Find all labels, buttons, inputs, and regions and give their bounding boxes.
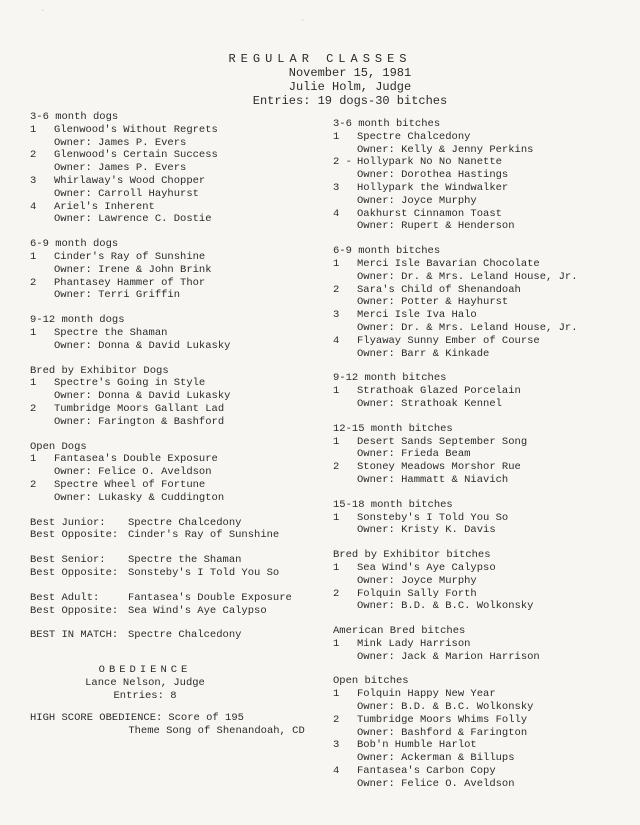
award-label: BEST IN MATCH: xyxy=(30,629,119,642)
class-section xyxy=(30,111,320,226)
owner-line: Owner: Bashford & Farington xyxy=(357,726,528,739)
dog-name: Hollypark the Windwalker xyxy=(357,181,509,194)
dog-name: Mink Lady Harrison xyxy=(357,637,471,650)
owner-line: Owner: Dr. & Mrs. Leland House, Jr. xyxy=(357,270,578,283)
placement-row xyxy=(30,403,320,416)
class-title: 3-6 month dogs xyxy=(30,111,119,123)
award-label: Best Junior: xyxy=(30,516,106,529)
dog-name: Cinder's Ray of Sunshine xyxy=(54,250,206,263)
dog-name: Glenwood's Certain Success xyxy=(54,149,218,162)
class-title: 6-9 month dogs xyxy=(30,238,119,251)
placement-row xyxy=(333,739,633,752)
placement-number: 2 xyxy=(30,149,37,162)
class-section xyxy=(30,314,320,352)
document-header xyxy=(0,52,640,108)
show-date: November 15, 1981 xyxy=(288,66,412,80)
placement-number: 1 xyxy=(333,688,340,701)
placement-number: 1 xyxy=(333,511,340,524)
placement-number: 2 xyxy=(333,713,340,726)
dog-name: Fantasea's Carbon Copy xyxy=(357,765,496,778)
class-title: American Bred bitches xyxy=(333,625,466,638)
placement-number: 3 xyxy=(333,181,340,194)
placement-number: 4 xyxy=(30,200,37,213)
class-title: Bred by Exhibitor bitches xyxy=(333,549,491,562)
class-section xyxy=(30,365,320,429)
dog-name: Spectre Wheel of Fortune xyxy=(54,478,206,491)
owner-line: Owner: Lawrence C. Dostie xyxy=(54,213,212,226)
dog-name: Fantasea's Double Exposure xyxy=(54,453,218,466)
right-column xyxy=(333,118,633,803)
placement-number: 2 xyxy=(333,283,340,296)
award-row xyxy=(30,567,320,580)
placement-number: 3 xyxy=(30,174,37,187)
placement-number: 3 xyxy=(333,739,340,752)
placement-row xyxy=(30,149,320,162)
page-title: REGULAR CLASSES xyxy=(228,52,412,66)
class-section xyxy=(30,441,320,505)
owner-line: Owner: B.D. & B.C. Wolkonsky xyxy=(357,701,534,714)
placement-row xyxy=(333,461,633,474)
bleed-through-mark: · xyxy=(40,6,47,16)
placement-row xyxy=(30,327,320,340)
owner-line: Owner: Joyce Murphy xyxy=(357,574,477,587)
owner-line: Owner: Irene & John Brink xyxy=(54,263,212,276)
placement-number: 1 xyxy=(333,561,340,574)
class-title: Open Dogs xyxy=(30,440,87,453)
award-value: Spectre the Shaman xyxy=(128,554,242,567)
placement-row xyxy=(333,182,633,195)
owner-line: Owner: Ackerman & Billups xyxy=(357,752,515,765)
obedience-judge: Lance Nelson, Judge xyxy=(85,676,205,689)
dog-name: Bob'n Humble Harlot xyxy=(357,739,477,752)
dog-name: Glenwood's Without Regrets xyxy=(54,123,218,136)
class-title: 9-12 month dogs xyxy=(30,314,125,327)
dog-name: Desert Sands September Song xyxy=(357,435,528,448)
placement-number: 1 xyxy=(333,130,340,143)
placement-row xyxy=(30,124,320,137)
class-section xyxy=(333,118,633,233)
dog-name: Spectre Chalcedony xyxy=(357,130,471,143)
award-label: Best Opposite: xyxy=(30,529,119,542)
dog-name: Merci Isle Bavarian Chocolate xyxy=(357,257,540,270)
award-value: Cinder's Ray of Sunshine xyxy=(128,529,280,542)
owner-line: Owner: Donna & David Lukasky xyxy=(54,339,231,352)
owner-line: Owner: B.D. & B.C. Wolkonsky xyxy=(357,600,534,613)
entries-count: Entries: 19 dogs-30 bitches xyxy=(252,94,448,108)
class-title: Open bitches xyxy=(333,675,409,688)
owner-line: Owner: Felice O. Aveldson xyxy=(54,466,212,479)
owner-line: Owner: James P. Evers xyxy=(54,162,187,175)
owner-line: Owner: Frieda Beam xyxy=(357,448,471,461)
placement-row xyxy=(30,453,320,466)
award-label: Best Adult: xyxy=(30,591,100,604)
dog-name: Flyaway Sunny Ember of Course xyxy=(357,334,540,347)
placement-row xyxy=(333,156,633,169)
dog-name: Merci Isle Iva Halo xyxy=(357,309,477,322)
dog-name: Phantasey Hammer of Thor xyxy=(54,276,206,289)
dog-name: Folquin Happy New Year xyxy=(357,688,496,701)
class-section xyxy=(333,245,633,360)
dog-name: Tumbridge Moors Whims Folly xyxy=(357,713,528,726)
owner-line: Owner: Carroll Hayhurst xyxy=(54,187,199,200)
award-value: Spectre Chalcedony xyxy=(128,516,242,529)
class-section xyxy=(333,499,633,537)
owner-line: Owner: Felice O. Aveldson xyxy=(357,777,515,790)
award-label: Best Opposite: xyxy=(30,604,119,617)
left-column xyxy=(30,111,320,738)
dog-name: Spectre the Shaman xyxy=(54,326,168,339)
placement-row xyxy=(30,201,320,214)
dog-name: Whirlaway's Wood Chopper xyxy=(54,174,206,187)
placement-number: 4 xyxy=(333,207,340,220)
placement-number: 2 xyxy=(30,478,37,491)
placement-number: 1 xyxy=(333,637,340,650)
class-title: 3-6 month bitches xyxy=(333,118,441,130)
class-title: 15-18 month bitches xyxy=(333,498,453,511)
class-title: 6-9 month bitches xyxy=(333,245,441,258)
dog-name: Sara's Child of Shenandoah xyxy=(357,283,521,296)
placement-row xyxy=(333,258,633,271)
placement-row xyxy=(333,714,633,727)
class-title: Bred by Exhibitor Dogs xyxy=(30,364,169,377)
owner-line: Owner: Barr & Kinkade xyxy=(357,347,490,360)
placement-number: 2 xyxy=(30,276,37,289)
placement-number: 1 xyxy=(30,250,37,263)
placement-row xyxy=(30,175,320,188)
placement-number: 1 xyxy=(30,377,37,390)
award-row xyxy=(30,517,320,530)
placement-row xyxy=(333,335,633,348)
placement-row xyxy=(333,284,633,297)
judge-name: Julie Holm, Judge xyxy=(288,80,412,94)
owner-line: Owner: Lukasky & Cuddington xyxy=(54,491,225,504)
award-row xyxy=(30,605,320,618)
owner-line: Owner: Dr. & Mrs. Leland House, Jr. xyxy=(357,321,578,334)
best-in-match-row xyxy=(30,629,320,642)
award-value: Sonsteby's I Told You So xyxy=(128,566,280,579)
placement-row xyxy=(30,377,320,390)
owner-line: Owner: Strathoak Kennel xyxy=(357,397,502,410)
placement-row xyxy=(30,277,320,290)
high-score-value: Score of 195 xyxy=(168,712,244,725)
placement-number: 3 xyxy=(333,309,340,322)
award-row xyxy=(30,529,320,542)
award-value: Sea Wind's Aye Calypso xyxy=(128,604,267,617)
class-section xyxy=(333,423,633,487)
placement-number: 4 xyxy=(333,334,340,347)
placement-number: 1 xyxy=(30,123,37,136)
obedience-title: OBEDIENCE xyxy=(98,664,192,677)
owner-line: Owner: Jack & Marion Harrison xyxy=(357,650,540,663)
dog-name: Oakhurst Cinnamon Toast xyxy=(357,207,502,220)
dog-name: Hollypark No No Nanette xyxy=(357,156,502,169)
placement-row xyxy=(333,309,633,322)
dog-name: Spectre's Going in Style xyxy=(54,377,206,390)
class-section xyxy=(333,625,633,663)
placement-row xyxy=(333,562,633,575)
class-section xyxy=(333,549,633,613)
dog-name: Ariel's Inherent xyxy=(54,200,155,213)
class-section xyxy=(333,372,633,410)
award-value: Spectre Chalcedony xyxy=(128,629,242,642)
class-title: 12-15 month bitches xyxy=(333,422,453,435)
placement-row xyxy=(333,588,633,601)
owner-line: Owner: Donna & David Lukasky xyxy=(54,390,231,403)
high-score-dog: Theme Song of Shenandoah, CD xyxy=(128,725,305,738)
obedience-entries: Entries: 8 xyxy=(113,689,177,702)
award-row xyxy=(30,554,320,567)
owner-line: Owner: Farington & Bashford xyxy=(54,415,225,428)
class-section xyxy=(333,675,633,790)
placement-row xyxy=(333,436,633,449)
placement-number: 2 xyxy=(333,587,340,600)
owner-line: Owner: Kristy K. Davis xyxy=(357,524,496,537)
placement-row xyxy=(333,512,633,525)
dog-name: Folquin Sally Forth xyxy=(357,587,477,600)
placement-number: 1 xyxy=(333,435,340,448)
placement-number: 1 xyxy=(333,257,340,270)
bitch-classes xyxy=(333,118,633,791)
award-label: Best Senior: xyxy=(30,554,106,567)
dog-name: Stoney Meadows Morshor Rue xyxy=(357,461,521,474)
class-title: 9-12 month bitches xyxy=(333,372,447,385)
owner-line: Owner: James P. Evers xyxy=(54,136,187,149)
owner-line: Owner: Terri Griffin xyxy=(54,289,181,302)
dog-name: Sonsteby's I Told You So xyxy=(357,511,509,524)
high-score-label: HIGH SCORE OBEDIENCE: xyxy=(30,712,163,725)
dog-name: Tumbridge Moors Gallant Lad xyxy=(54,402,225,415)
placement-number: 1 xyxy=(30,453,37,466)
award-row xyxy=(30,592,320,605)
dog-classes xyxy=(30,111,320,505)
placement-number: 4 xyxy=(333,765,340,778)
owner-line: Owner: Hammatt & Niavich xyxy=(357,473,509,486)
award-label: Best Opposite: xyxy=(30,566,119,579)
placement-row xyxy=(333,385,633,398)
owner-line: Owner: Potter & Hayhurst xyxy=(357,296,509,309)
placement-row xyxy=(30,479,320,492)
placement-row xyxy=(333,208,633,221)
placement-number: 1 xyxy=(30,326,37,339)
owner-line: Owner: Rupert & Henderson xyxy=(357,220,515,233)
dog-name: Sea Wind's Aye Calypso xyxy=(357,561,496,574)
owner-line: Owner: Joyce Murphy xyxy=(357,194,477,207)
owner-line: Owner: Kelly & Jenny Perkins xyxy=(357,143,534,156)
placement-number: 2 xyxy=(30,402,37,415)
placement-row xyxy=(333,688,633,701)
placement-row xyxy=(333,765,633,778)
placement-number: 1 xyxy=(333,385,340,398)
placement-row xyxy=(333,638,633,651)
award-value: Fantasea's Double Exposure xyxy=(128,591,292,604)
placement-number: 2 - xyxy=(333,156,352,169)
placement-row xyxy=(30,251,320,264)
owner-line: Owner: Dorothea Hastings xyxy=(357,169,509,182)
awards-list xyxy=(30,517,320,643)
high-score-obedience xyxy=(30,712,320,738)
placement-row xyxy=(333,131,633,144)
obedience-section xyxy=(30,664,260,702)
dog-name: Strathoak Glazed Porcelain xyxy=(357,385,521,398)
placement-number: 2 xyxy=(333,461,340,474)
bleed-through-mark: · xyxy=(300,16,307,26)
class-section xyxy=(30,238,320,302)
